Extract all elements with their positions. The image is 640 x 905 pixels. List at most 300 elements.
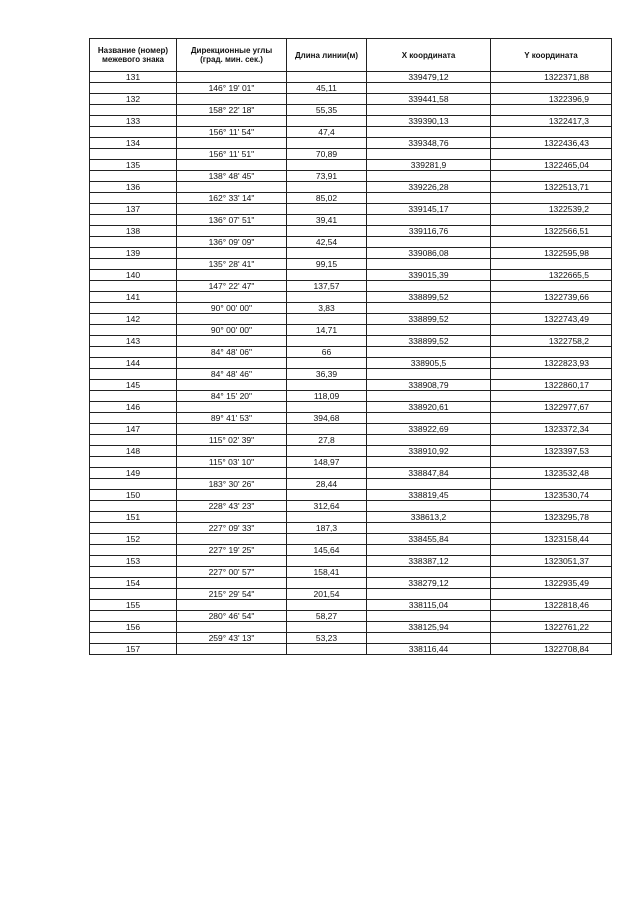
x-cell-empty (367, 281, 491, 292)
length-cell-empty (287, 402, 367, 413)
y-coordinate: 1323295,78 (491, 512, 612, 523)
length-cell-empty (287, 424, 367, 435)
direction-angle: 156° 11' 54" (177, 127, 287, 138)
segment-row (90, 237, 612, 248)
point-name: 139 (90, 248, 177, 259)
line-length: 47,4 (287, 127, 367, 138)
point-name: 131 (90, 72, 177, 83)
header-length: Длина линии(м) (287, 39, 367, 72)
y-cell-empty (491, 215, 612, 226)
line-length: 312,64 (287, 501, 367, 512)
header-row (90, 39, 612, 72)
line-length: 28,44 (287, 479, 367, 490)
segment-row (90, 479, 612, 490)
angle-cell-empty (177, 556, 287, 567)
segment-row (90, 215, 612, 226)
y-coordinate: 1322935,49 (491, 578, 612, 589)
length-cell-empty (287, 72, 367, 83)
x-cell-empty (367, 259, 491, 270)
point-row (90, 204, 612, 215)
coordinates-table (89, 38, 612, 655)
y-cell-empty (491, 259, 612, 270)
x-coordinate: 338908,79 (367, 380, 491, 391)
segment-row (90, 545, 612, 556)
length-cell-empty (287, 116, 367, 127)
point-row (90, 578, 612, 589)
point-name: 152 (90, 534, 177, 545)
point-name: 157 (90, 644, 177, 655)
line-length: 27,8 (287, 435, 367, 446)
angle-cell-empty (177, 116, 287, 127)
length-cell-empty (287, 336, 367, 347)
header-angle: Дирекционные углы (град. мин. сек.) (177, 39, 287, 72)
direction-angle: 183° 30' 26" (177, 479, 287, 490)
y-cell-empty (491, 523, 612, 534)
angle-cell-empty (177, 424, 287, 435)
angle-cell-empty (177, 248, 287, 259)
angle-cell-empty (177, 490, 287, 501)
point-row (90, 182, 612, 193)
x-cell-empty (367, 171, 491, 182)
x-cell-empty (367, 611, 491, 622)
y-cell-empty (491, 127, 612, 138)
angle-cell-empty (177, 138, 287, 149)
point-row (90, 644, 612, 655)
length-cell-empty (287, 578, 367, 589)
angle-cell-empty (177, 578, 287, 589)
line-length: 14,71 (287, 325, 367, 336)
direction-angle: 136° 09' 09" (177, 237, 287, 248)
angle-cell-empty (177, 446, 287, 457)
name-cell-empty (90, 193, 177, 204)
length-cell-empty (287, 600, 367, 611)
length-cell-empty (287, 314, 367, 325)
direction-angle: 158° 22' 18" (177, 105, 287, 116)
y-coordinate: 1322465,04 (491, 160, 612, 171)
x-coordinate: 339479,12 (367, 72, 491, 83)
point-row (90, 622, 612, 633)
point-row (90, 226, 612, 237)
point-name: 154 (90, 578, 177, 589)
name-cell-empty (90, 127, 177, 138)
angle-cell-empty (177, 380, 287, 391)
point-name: 150 (90, 490, 177, 501)
point-name: 141 (90, 292, 177, 303)
angle-cell-empty (177, 402, 287, 413)
angle-cell-empty (177, 622, 287, 633)
x-coordinate: 339015,39 (367, 270, 491, 281)
point-name: 148 (90, 446, 177, 457)
length-cell-empty (287, 226, 367, 237)
y-coordinate: 1322417,3 (491, 116, 612, 127)
direction-angle: 138° 48' 45" (177, 171, 287, 182)
x-coordinate: 338899,52 (367, 292, 491, 303)
name-cell-empty (90, 105, 177, 116)
point-row (90, 292, 612, 303)
name-cell-empty (90, 391, 177, 402)
x-cell-empty (367, 369, 491, 380)
x-coordinate: 338899,52 (367, 336, 491, 347)
x-cell-empty (367, 347, 491, 358)
y-coordinate: 1322539,2 (491, 204, 612, 215)
name-cell-empty (90, 523, 177, 534)
x-cell-empty (367, 457, 491, 468)
line-length: 58,27 (287, 611, 367, 622)
name-cell-empty (90, 83, 177, 94)
point-name: 142 (90, 314, 177, 325)
segment-row (90, 303, 612, 314)
point-name: 138 (90, 226, 177, 237)
x-coordinate: 339145,17 (367, 204, 491, 215)
x-cell-empty (367, 633, 491, 644)
point-name: 135 (90, 160, 177, 171)
x-coordinate: 339086,08 (367, 248, 491, 259)
point-name: 145 (90, 380, 177, 391)
name-cell-empty (90, 281, 177, 292)
length-cell-empty (287, 644, 367, 655)
length-cell-empty (287, 160, 367, 171)
direction-angle: 227° 00' 57" (177, 567, 287, 578)
point-row (90, 270, 612, 281)
segment-row (90, 347, 612, 358)
x-coordinate: 338905,5 (367, 358, 491, 369)
segment-row (90, 193, 612, 204)
point-row (90, 248, 612, 259)
point-row (90, 534, 612, 545)
length-cell-empty (287, 446, 367, 457)
point-row (90, 402, 612, 413)
y-cell-empty (491, 479, 612, 490)
line-length: 201,54 (287, 589, 367, 600)
length-cell-empty (287, 468, 367, 479)
x-cell-empty (367, 303, 491, 314)
y-cell-empty (491, 391, 612, 402)
direction-angle: 259° 43' 13" (177, 633, 287, 644)
x-cell-empty (367, 501, 491, 512)
line-length: 39,41 (287, 215, 367, 226)
segment-row (90, 567, 612, 578)
point-row (90, 94, 612, 105)
name-cell-empty (90, 479, 177, 490)
x-cell-empty (367, 105, 491, 116)
y-coordinate: 1322977,67 (491, 402, 612, 413)
name-cell-empty (90, 171, 177, 182)
name-cell-empty (90, 457, 177, 468)
point-name: 136 (90, 182, 177, 193)
point-row (90, 556, 612, 567)
angle-cell-empty (177, 358, 287, 369)
point-row (90, 358, 612, 369)
direction-angle: 115° 03' 10" (177, 457, 287, 468)
point-name: 151 (90, 512, 177, 523)
name-cell-empty (90, 303, 177, 314)
y-cell-empty (491, 589, 612, 600)
x-coordinate: 338125,94 (367, 622, 491, 633)
x-coordinate: 338387,12 (367, 556, 491, 567)
line-length: 36,39 (287, 369, 367, 380)
point-name: 146 (90, 402, 177, 413)
line-length: 55,35 (287, 105, 367, 116)
y-coordinate: 1322818,46 (491, 600, 612, 611)
name-cell-empty (90, 259, 177, 270)
y-coordinate: 1323372,34 (491, 424, 612, 435)
x-coordinate: 338910,92 (367, 446, 491, 457)
name-cell-empty (90, 633, 177, 644)
length-cell-empty (287, 292, 367, 303)
x-cell-empty (367, 567, 491, 578)
y-coordinate: 1323397,53 (491, 446, 612, 457)
length-cell-empty (287, 204, 367, 215)
point-row (90, 138, 612, 149)
point-name: 149 (90, 468, 177, 479)
x-coordinate: 338116,44 (367, 644, 491, 655)
direction-angle: 228° 43' 23" (177, 501, 287, 512)
y-cell-empty (491, 545, 612, 556)
y-coordinate: 1322566,51 (491, 226, 612, 237)
angle-cell-empty (177, 204, 287, 215)
x-cell-empty (367, 83, 491, 94)
direction-angle: 84° 48' 46" (177, 369, 287, 380)
line-length: 3,83 (287, 303, 367, 314)
x-coordinate: 339226,28 (367, 182, 491, 193)
y-cell-empty (491, 369, 612, 380)
y-cell-empty (491, 457, 612, 468)
line-length: 118,09 (287, 391, 367, 402)
name-cell-empty (90, 369, 177, 380)
name-cell-empty (90, 567, 177, 578)
x-coordinate: 338115,04 (367, 600, 491, 611)
name-cell-empty (90, 501, 177, 512)
y-cell-empty (491, 149, 612, 160)
angle-cell-empty (177, 270, 287, 281)
x-cell-empty (367, 149, 491, 160)
x-cell-empty (367, 413, 491, 424)
x-cell-empty (367, 325, 491, 336)
y-coordinate: 1322436,43 (491, 138, 612, 149)
angle-cell-empty (177, 468, 287, 479)
y-coordinate: 1322823,93 (491, 358, 612, 369)
x-coordinate: 339348,76 (367, 138, 491, 149)
point-row (90, 490, 612, 501)
name-cell-empty (90, 325, 177, 336)
point-row (90, 600, 612, 611)
line-length: 394,68 (287, 413, 367, 424)
x-cell-empty (367, 589, 491, 600)
y-cell-empty (491, 105, 612, 116)
segment-row (90, 611, 612, 622)
length-cell-empty (287, 358, 367, 369)
line-length: 85,02 (287, 193, 367, 204)
point-row (90, 468, 612, 479)
segment-row (90, 391, 612, 402)
angle-cell-empty (177, 314, 287, 325)
line-length: 66 (287, 347, 367, 358)
angle-cell-empty (177, 72, 287, 83)
length-cell-empty (287, 512, 367, 523)
segment-row (90, 171, 612, 182)
segment-row (90, 369, 612, 380)
line-length: 148,97 (287, 457, 367, 468)
name-cell-empty (90, 149, 177, 160)
line-length: 99,15 (287, 259, 367, 270)
point-row (90, 72, 612, 83)
length-cell-empty (287, 270, 367, 281)
x-cell-empty (367, 545, 491, 556)
name-cell-empty (90, 435, 177, 446)
length-cell-empty (287, 94, 367, 105)
segment-row (90, 413, 612, 424)
direction-angle: 84° 48' 06" (177, 347, 287, 358)
name-cell-empty (90, 215, 177, 226)
y-cell-empty (491, 567, 612, 578)
y-coordinate: 1322761,22 (491, 622, 612, 633)
point-row (90, 314, 612, 325)
angle-cell-empty (177, 160, 287, 171)
header-y: Y координата (491, 39, 612, 72)
line-length: 70,89 (287, 149, 367, 160)
point-row (90, 446, 612, 457)
x-coordinate: 338613,2 (367, 512, 491, 523)
y-cell-empty (491, 435, 612, 446)
name-cell-empty (90, 589, 177, 600)
direction-angle: 162° 33' 14" (177, 193, 287, 204)
line-length: 158,41 (287, 567, 367, 578)
y-cell-empty (491, 325, 612, 336)
segment-row (90, 127, 612, 138)
y-cell-empty (491, 413, 612, 424)
y-cell-empty (491, 83, 612, 94)
segment-row (90, 149, 612, 160)
segment-row (90, 523, 612, 534)
length-cell-empty (287, 622, 367, 633)
y-cell-empty (491, 633, 612, 644)
line-length: 45,11 (287, 83, 367, 94)
y-cell-empty (491, 347, 612, 358)
line-length: 137,57 (287, 281, 367, 292)
x-cell-empty (367, 215, 491, 226)
x-coordinate: 339390,13 (367, 116, 491, 127)
header-name: Название (номер) межевого знака (90, 39, 177, 72)
x-coordinate: 339281,9 (367, 160, 491, 171)
line-length: 53,23 (287, 633, 367, 644)
y-coordinate: 1322708,84 (491, 644, 612, 655)
x-coordinate: 338819,45 (367, 490, 491, 501)
direction-angle: 90° 00' 00" (177, 325, 287, 336)
name-cell-empty (90, 611, 177, 622)
boundary-coordinates-sheet (89, 38, 611, 655)
y-cell-empty (491, 237, 612, 248)
y-coordinate: 1323158,44 (491, 534, 612, 545)
point-name: 147 (90, 424, 177, 435)
name-cell-empty (90, 347, 177, 358)
point-row (90, 116, 612, 127)
direction-angle: 135° 28' 41" (177, 259, 287, 270)
angle-cell-empty (177, 534, 287, 545)
point-name: 144 (90, 358, 177, 369)
direction-angle: 156° 11' 51" (177, 149, 287, 160)
point-name: 137 (90, 204, 177, 215)
x-coordinate: 338899,52 (367, 314, 491, 325)
y-cell-empty (491, 281, 612, 292)
direction-angle: 90° 00' 00" (177, 303, 287, 314)
point-row (90, 512, 612, 523)
y-coordinate: 1322513,71 (491, 182, 612, 193)
direction-angle: 89° 41' 53" (177, 413, 287, 424)
point-row (90, 160, 612, 171)
name-cell-empty (90, 237, 177, 248)
segment-row (90, 435, 612, 446)
direction-angle: 227° 19' 25" (177, 545, 287, 556)
x-cell-empty (367, 127, 491, 138)
direction-angle: 84° 15' 20" (177, 391, 287, 402)
x-coordinate: 338922,69 (367, 424, 491, 435)
length-cell-empty (287, 248, 367, 259)
segment-row (90, 105, 612, 116)
y-coordinate: 1323051,37 (491, 556, 612, 567)
angle-cell-empty (177, 600, 287, 611)
segment-row (90, 281, 612, 292)
y-coordinate: 1323532,48 (491, 468, 612, 479)
y-coordinate: 1323530,74 (491, 490, 612, 501)
direction-angle: 146° 19' 01" (177, 83, 287, 94)
angle-cell-empty (177, 292, 287, 303)
coordinates-body (90, 72, 612, 655)
angle-cell-empty (177, 94, 287, 105)
x-coordinate: 338920,61 (367, 402, 491, 413)
segment-row (90, 457, 612, 468)
name-cell-empty (90, 413, 177, 424)
y-coordinate: 1322665,5 (491, 270, 612, 281)
line-length: 73,91 (287, 171, 367, 182)
line-length: 42,54 (287, 237, 367, 248)
segment-row (90, 589, 612, 600)
segment-row (90, 83, 612, 94)
angle-cell-empty (177, 644, 287, 655)
y-cell-empty (491, 193, 612, 204)
y-cell-empty (491, 501, 612, 512)
point-name: 134 (90, 138, 177, 149)
y-coordinate: 1322743,49 (491, 314, 612, 325)
y-cell-empty (491, 303, 612, 314)
x-coordinate: 338847,84 (367, 468, 491, 479)
line-length: 187,3 (287, 523, 367, 534)
x-cell-empty (367, 391, 491, 402)
length-cell-empty (287, 534, 367, 545)
direction-angle: 280° 46' 54" (177, 611, 287, 622)
x-cell-empty (367, 237, 491, 248)
x-coordinate: 339116,76 (367, 226, 491, 237)
point-name: 156 (90, 622, 177, 633)
angle-cell-empty (177, 336, 287, 347)
direction-angle: 115° 02' 39" (177, 435, 287, 446)
x-cell-empty (367, 435, 491, 446)
y-cell-empty (491, 611, 612, 622)
y-coordinate: 1322595,98 (491, 248, 612, 259)
length-cell-empty (287, 138, 367, 149)
x-cell-empty (367, 193, 491, 204)
y-coordinate: 1322371,88 (491, 72, 612, 83)
segment-row (90, 325, 612, 336)
direction-angle: 227° 09' 33" (177, 523, 287, 534)
y-coordinate: 1322396,9 (491, 94, 612, 105)
point-name: 140 (90, 270, 177, 281)
length-cell-empty (287, 490, 367, 501)
x-coordinate: 339441,58 (367, 94, 491, 105)
point-row (90, 380, 612, 391)
angle-cell-empty (177, 512, 287, 523)
y-coordinate: 1322758,2 (491, 336, 612, 347)
x-cell-empty (367, 523, 491, 534)
